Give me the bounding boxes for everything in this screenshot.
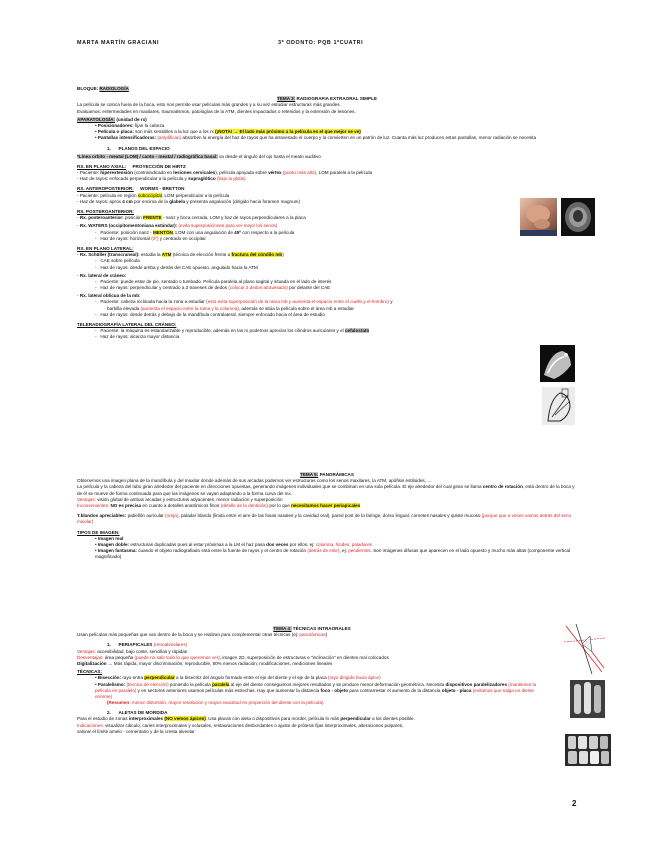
pa-posteroanterior: - Rx. posteroanterior: posición FRENTE - nariz y boca cerrada, LOM y haz de rayos perpendiculares a la placa bbox=[77, 215, 306, 221]
periapical-xray bbox=[570, 680, 605, 718]
periapicales-heading: 1. PERIAPICALES (retroalveolares) bbox=[107, 642, 188, 648]
tema4-intro: Usan películas más pequeñas que van dentro de la boca y se realizan para complementar otras técnicas (ej: panorámicas) bbox=[77, 632, 328, 638]
tipo-real: • Imagen real bbox=[95, 535, 124, 541]
pa-waters: - Rx. WATERS (occipitomentoniana estándar): (evita superposiciones para ver mejor los senos) bbox=[77, 223, 278, 229]
tecnica-resumen: (Resumen: menor distorsión, mayor resolución y mayor exactitud en proporción del diente con la película) bbox=[107, 700, 324, 706]
aletas-heading: 2. ALETAS DE MORDIDA bbox=[107, 710, 168, 716]
axial-rayos: - Haz de rayos: enfocado perpendicular a la película y supraglótico (bajo la glotis) bbox=[77, 176, 246, 182]
bloque-value: RADIOLOGÍA bbox=[99, 86, 129, 91]
lat-oblicua-rayos: - Haz de rayos: desde detrás y debajo de la mandíbula contralateral, siempre enfocado hacia el área de estudio bbox=[95, 311, 325, 317]
bisection-diagram bbox=[562, 622, 607, 677]
lat-schuller-cae: - CAE sobre película bbox=[95, 258, 140, 264]
tele-paciente: - Paciente: la máquina es estandarizable y reproducible, además en las rx podemos apreciar los cilindros auriculares y el cefalostato bbox=[95, 328, 370, 334]
tema5-section bbox=[77, 472, 577, 560]
tema5-heading: TEMA 5: PANORÁMICAS bbox=[300, 472, 354, 477]
tema5-ventajas: Ventajas: visión global de ambas arcadas y estructuras adyacentes, menor radiación y superposición bbox=[77, 496, 283, 502]
axial-paciente: - Paciente: hiperextensión (contraindicado en lesiones cervicales), película apoyada sobre vértex (punto más alto), LOM paralela a la película bbox=[77, 170, 373, 176]
lat-oblicua-barbilla: barbilla elevada (aumenta el espacio entre la rama y la columna), además se sitúa la película sobre el área mb a estudiar bbox=[107, 305, 354, 311]
aletas-indicaciones: Indicaciones: visualizar cálculo, caries interproximales y oclusales, restauraciones desbordantes o ajuste de prótesis fijas interproximales, alteraciones pulpares, bbox=[77, 722, 404, 728]
tecnica-paralelismo: • Paralelismo: (técnica de elección) poniendo la película paralela al eje del diente conseguimos mejores resultados y se produce menor deformación geométrica. Necesita dispositivos paralelizadores (mantienen la película en paralelo) y en sectores anteriores usamos películas más estrechas. Hay que aumentar la distancia foco - objeto para contrarrestar el aumento de la distancia objeto - placa (evitamos que salga un diente enorme) bbox=[95, 681, 537, 699]
lat-craneo: - Rx. lateral de cráneo: bbox=[77, 272, 127, 278]
tele-rayos: - Haz de rayos: alcanza mayor distancia bbox=[95, 334, 180, 340]
pa-waters-rayos: - Haz de rayos: horizontal (0º) y centrado en occipital bbox=[95, 235, 206, 241]
tecnicas-heading: TÉCNICAS: bbox=[77, 669, 103, 675]
pelicula-item: • Película o placa: son más sensibles a la luz que a los rx (¡NOTA! → El lado más próximo a la película es el que mejor se ve) bbox=[95, 129, 361, 135]
lat-schuller: - Rx. Schüller (transcraneal): estudia la ATM (técnica de elección frente a fractura del cóndilo mb) bbox=[77, 252, 284, 258]
tema5-p1: Obtenemos una imagen plana de la mandíbula y del maxilar donde además de sus arcadas podemos ver estructuras como los senos maxilares, la ATM, apófisis estiloides, … bbox=[77, 478, 432, 484]
pa-heading: RX. POSTEROANTERIOR: bbox=[77, 209, 134, 214]
lat-heading: RX. EN PLANO LATERAL: bbox=[77, 245, 134, 251]
lateral-oblique-diagram bbox=[542, 387, 575, 425]
axial-heading: RX. EN PLANO AXIAL: PROYECCIÓN DE HIRTZ bbox=[77, 163, 186, 169]
tema3-heading: TEMA 3: RADIOGRAFIA EXTRAORAL SIMPLE bbox=[277, 96, 377, 102]
lat-craneo-paciente: - Paciente: puede estar de pie, sentado o tumbado. Película paralela al plano sagital y situada en el lado de interés bbox=[95, 278, 332, 284]
tipos-heading: TIPOS DE IMAGEN: bbox=[77, 529, 120, 535]
ap-paciente: - Paciente: película en región suboccipital, LOM perpendicular a la película bbox=[77, 192, 230, 198]
planos-heading: 1. PLANOS DEL ESPACIO bbox=[107, 145, 170, 151]
lat-craneo-rayos: - Haz de rayos: perpendicular y centrado a 2 traveses de dedos (colocar 2 dedos atravesado) por delante del CAE bbox=[95, 285, 331, 291]
tecnica-biseccion: • Bisección: rayo entra perpendicular a la bisectriz del ángulo formado entre el eje del diente y el eje de la placa (rayo dirigido hacia ápice) bbox=[95, 675, 381, 681]
page-number: 2 bbox=[572, 799, 577, 808]
bitewing-xray bbox=[565, 734, 611, 766]
aletas-p1: Para el estudio de zonas interproximales (NO vemos ápices). Usa placas con aleta o dispositivos para morder, película lo más perpendicular a los dientes posible. bbox=[77, 716, 415, 722]
tema4-heading: TEMA 4: TÉCNICAS INTRAORALES bbox=[273, 626, 351, 631]
ap-heading: RX. ANTEROPOSTERIOR: WORMS - BRETTON bbox=[77, 186, 185, 192]
aparatologia-heading: APARATOLOGÍA: (unidad de rx) bbox=[77, 116, 147, 122]
aletas-indicaciones-2: valorar el límite amelo - cementario y de la cresta alveolar bbox=[77, 728, 195, 734]
tema3-intro1: La película se coloca fuera de la boca, esto nos permite usar películas más grandes y a su vez estudiar estructuras más grandes. bbox=[77, 102, 341, 108]
tema3-section bbox=[77, 86, 577, 341]
posicionadores-item: • Posicionadores: fijan la cabeza bbox=[95, 122, 165, 128]
lateral-oblique-xray bbox=[540, 345, 575, 382]
hirtz-xray-image bbox=[561, 198, 595, 236]
author-name: MARTA MARTÍN GRACIANI bbox=[77, 40, 160, 46]
ap-rayos: - Haz de rayos: aprox 4 cm por encima de la glabela y presenta angulación (dirigido hacia foramen magnum) bbox=[77, 198, 300, 204]
bloque-line: BLOQUE: RADIOLOGÍA bbox=[77, 86, 129, 91]
lat-oblicua: - Rx. lateral oblicua de la mb: bbox=[77, 293, 141, 299]
tema4-desventajas: Desventajas: área pequeña (puede no salir todo lo que queremos ver), imagen 2D, superposición de estructuras e "inclinación" en dientes mal colocados bbox=[77, 654, 389, 660]
tele-heading: TELERADIOGRAFÍA LATERAL DEL CRÁNEO: bbox=[77, 322, 177, 327]
tema3-intro2: Evaluamos: enfermedades en maxilares, traumatismos, patologías de la ATM, dientes impactados o retenidos y la extensión de lesiones. bbox=[77, 108, 356, 114]
tema5-tblandos: T.blandos apreciables: pabellón auricular (oreja), paladar blando (limita entre el aire de las fosas nasales y la cavidad oral), pared post de la faringe, dorso lingual, cornetes nasales y quiste mucoso (porque que a veces vamos detrás del seno maxilar) bbox=[77, 513, 572, 525]
hirtz-patient-photo bbox=[520, 198, 557, 236]
tema4-digitalizacion: Digitalización → Más rápida, mayor discriminación, reproducible, 80% menos radiación, modificaciones, mediciones lineales bbox=[77, 660, 333, 666]
course-label: 3º ODONTO: PQB 1ºCUATRI bbox=[278, 40, 364, 46]
tema5-inconvenientes: Inconvenientes: NO es precisa en cuanto a detalles anatómicos finos (detalle de la dentición) por lo que necesitamos hacer periapicales bbox=[77, 502, 361, 508]
linea-orbitomeatal: *Línea orbito - meatal (LOM) / canto - meatal / radiográfica basal: va desde el ángulo del ojo hasta el meato auditivo bbox=[77, 153, 321, 159]
lat-oblicua-paciente: - Paciente: cabeza inclinada hacia la zona a estudiar (esto evita superposición de la rama mb y aumenta el espacio entre el cuello y el hombro) y bbox=[95, 299, 393, 305]
tipo-doble: • Imagen doble: estructuras duplicadas pues al estar próximas a la LM el haz pasa dos veces por ellos, ej: columna, hiodes, paladares bbox=[95, 541, 372, 547]
tipo-fantasma: • Imagen fantasma: cuando el objeto radiografiado está entre la fuente de rayos y el centro de rotación (detrás de este), ej: pendientes. Son imágenes difusas que aparecen en el lado opuesto y mucho más altas (componente vertical magnificado) bbox=[95, 548, 571, 560]
tema4-section bbox=[77, 626, 547, 735]
lat-schuller-rayos: - Haz de rayos: desde arriba y detrás del CAE opuesto, angulado hacia la ATM bbox=[95, 264, 258, 270]
tema4-ventajas: Ventajas: accesibilidad, bajo coste, sencillas y rápidas bbox=[77, 648, 188, 654]
pantallas-item: • Pantallas intensificadoras: (amplifican) absorben la energía del haz de rayos que ha atravesado el cuerpo y la convierten en un patrón de luz. Cuanta más luz producen estas pantallas, menor radiación se necesita bbox=[95, 135, 537, 141]
pa-waters-paciente: - Paciente: posición nariz - MENTÓN, LOM con una angulación de 45º con respecto a la película bbox=[95, 229, 295, 235]
tema5-p2: La película y la cabeza del tubo giran alrededor del paciente en direcciones opuestas, generando imágenes individuales que se combinan en una sola película. El eje alrededor del cual giran se llama centro de rotación, está dentro de la boca y de él se mueve de forma continuada para que las imágenes se vayan adaptando a la forma curva del mx. bbox=[77, 484, 575, 496]
